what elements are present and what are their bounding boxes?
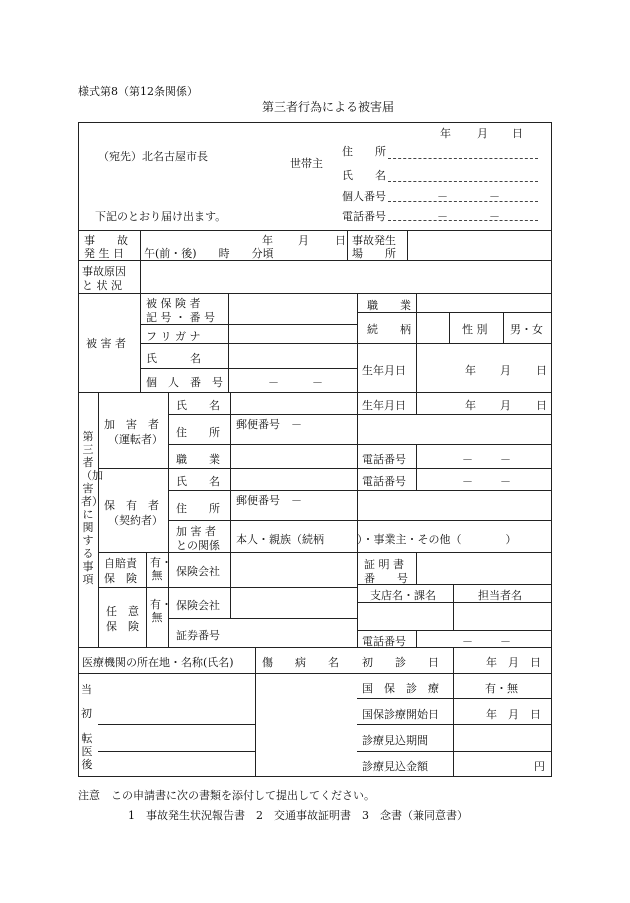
accident-label: 事 故 (84, 234, 128, 247)
nini-label: 保 険 (106, 620, 139, 633)
dash: － (437, 190, 448, 203)
kagai-phone-label: 電話番号 (362, 453, 406, 466)
acc-month: 月 (298, 234, 309, 247)
to-label: 当 (81, 683, 92, 696)
dash: － (437, 210, 448, 223)
shobyo-label: 傷 病 名 (262, 656, 339, 669)
footer-note: 注意 この申請書に次の書類を添付して提出してください。 (78, 789, 375, 802)
place-label: 場 所 (352, 247, 396, 260)
dash: － (462, 475, 473, 488)
dash: － (268, 376, 279, 389)
tanto-label: 担当者名 (478, 589, 522, 602)
birth-month: 月 (500, 364, 511, 377)
date-month: 月 (477, 127, 488, 140)
form-number: 様式第8（第12条関係） (78, 85, 198, 98)
acc-day: 日 (335, 234, 346, 247)
kojin-label: 個人番号 (342, 190, 386, 203)
kagai-address-label: 住 所 (176, 426, 220, 439)
gender-value: 男・女 (510, 323, 543, 336)
hoken-label: 被 保 険 者 (146, 297, 201, 310)
victim-kojin-label: 個 人 番 号 (146, 376, 223, 389)
third-party-label: 第三者（加害者）に関する事項 (81, 430, 103, 586)
kagai-birth-year: 年 (465, 399, 476, 412)
kagai-label: （運転者） (108, 433, 163, 446)
kankei-label: 加 害 者 (176, 525, 216, 538)
nini-company-label: 保険会社 (176, 599, 220, 612)
dash: － (500, 475, 511, 488)
date-year: 年 (440, 127, 451, 140)
hoyu-phone-label: 電話番号 (362, 475, 406, 488)
birth-day: 日 (536, 364, 547, 377)
shiten-label: 支店名・課名 (370, 589, 436, 602)
shomei-label: 証 明 書 (364, 558, 404, 571)
kagai-birth-day: 日 (536, 399, 547, 412)
victim-name-label: 氏 名 (146, 352, 201, 365)
kagai-name-label: 氏 名 (176, 399, 220, 412)
place-label: 事故発生 (352, 234, 396, 247)
dash: － (312, 376, 323, 389)
jusho-label: 住 所 (342, 145, 386, 158)
gender-label: 性 別 (462, 323, 488, 336)
yen-label: 円 (534, 760, 545, 773)
nini-umu: 有・無 (150, 598, 172, 624)
victim-birth-label: 生年月日 (362, 364, 406, 377)
kagai-postal: 郵便番号 － (236, 418, 302, 431)
hoyu-label: （契約者） (108, 514, 163, 527)
acc-time: 午(前・後) 時 分頃 (144, 247, 274, 260)
victim-label: 被 害 者 (86, 337, 126, 350)
jibai-label: 保 険 (104, 572, 137, 585)
acc-year: 年 (262, 234, 273, 247)
addressee: （宛先）北名古屋市長 (98, 150, 208, 163)
jibai-company-label: 保険会社 (176, 565, 220, 578)
kagai-birth-label: 生年月日 (362, 399, 406, 412)
hoyu-address-label: 住 所 (176, 502, 220, 515)
kaishi-label: 国保診療開始日 (362, 708, 439, 721)
victim-job-label: 職 業 (367, 299, 411, 312)
kagai-birth-month: 月 (500, 399, 511, 412)
cause-label: と 状 況 (82, 279, 122, 292)
birth-year: 年 (465, 364, 476, 377)
toshin-date: 年 月 日 (486, 656, 541, 669)
cause-label: 事故原因 (82, 265, 126, 278)
date-day: 日 (512, 127, 523, 140)
nini-label: 任 意 (106, 605, 139, 618)
nini-phone-label: 電話番号 (362, 635, 406, 648)
dash: － (489, 190, 500, 203)
jibai-umu: 有・無 (150, 556, 172, 582)
notice: 下記のとおり届け出ます。 (95, 210, 227, 223)
hoyu-postal: 郵便番号 － (236, 494, 302, 507)
kankei-label: との関係 (176, 539, 220, 552)
dash: － (489, 210, 500, 223)
kankei-text: 本人・親族（続柄 ）・事業主・その他（ ） (236, 533, 517, 546)
shoken-label: 証券番号 (176, 629, 220, 642)
zokugara-label: 続 柄 (367, 323, 411, 336)
shimei-label: 氏 名 (342, 169, 386, 182)
hoyu-label: 保 有 者 (104, 499, 159, 512)
dash: － (462, 635, 473, 648)
dash: － (462, 453, 473, 466)
hoyu-name-label: 氏 名 (176, 475, 220, 488)
form-title: 第三者行為による被害届 (262, 100, 395, 114)
toshin-label: 初 診 日 (362, 656, 439, 669)
dash: － (500, 453, 511, 466)
accident-label: 発 生 日 (84, 247, 124, 260)
kikan-label: 診療見込期間 (362, 734, 428, 747)
inst-label: 医療機関の所在地・名称(氏名) (82, 656, 234, 669)
shomei-label: 番 号 (364, 572, 408, 585)
setai-label: 世帯主 (290, 157, 323, 170)
kaishi-date: 年 月 日 (486, 708, 541, 721)
kokuho-umu: 有・無 (485, 682, 518, 695)
kokuho-label: 国 保 診 療 (362, 682, 439, 695)
furigana-label: フ リ ガ ナ (146, 330, 201, 343)
denwa-label: 電話番号 (342, 210, 386, 223)
kingaku-label: 診療見込金額 (362, 760, 428, 773)
kagai-job-label: 職 業 (176, 453, 220, 466)
dash: － (500, 635, 511, 648)
footer-list: 1 事故発生状況報告書 2 交通事故証明書 3 念書（兼同意書） (128, 809, 468, 822)
sho-label: 初 (81, 707, 92, 720)
kagai-label: 加 害 者 (104, 418, 159, 431)
hoken-label: 記 号 ・ 番 号 (146, 311, 215, 324)
jibai-label: 自賠責 (104, 557, 137, 570)
ten-label: 転医後 (81, 732, 93, 771)
